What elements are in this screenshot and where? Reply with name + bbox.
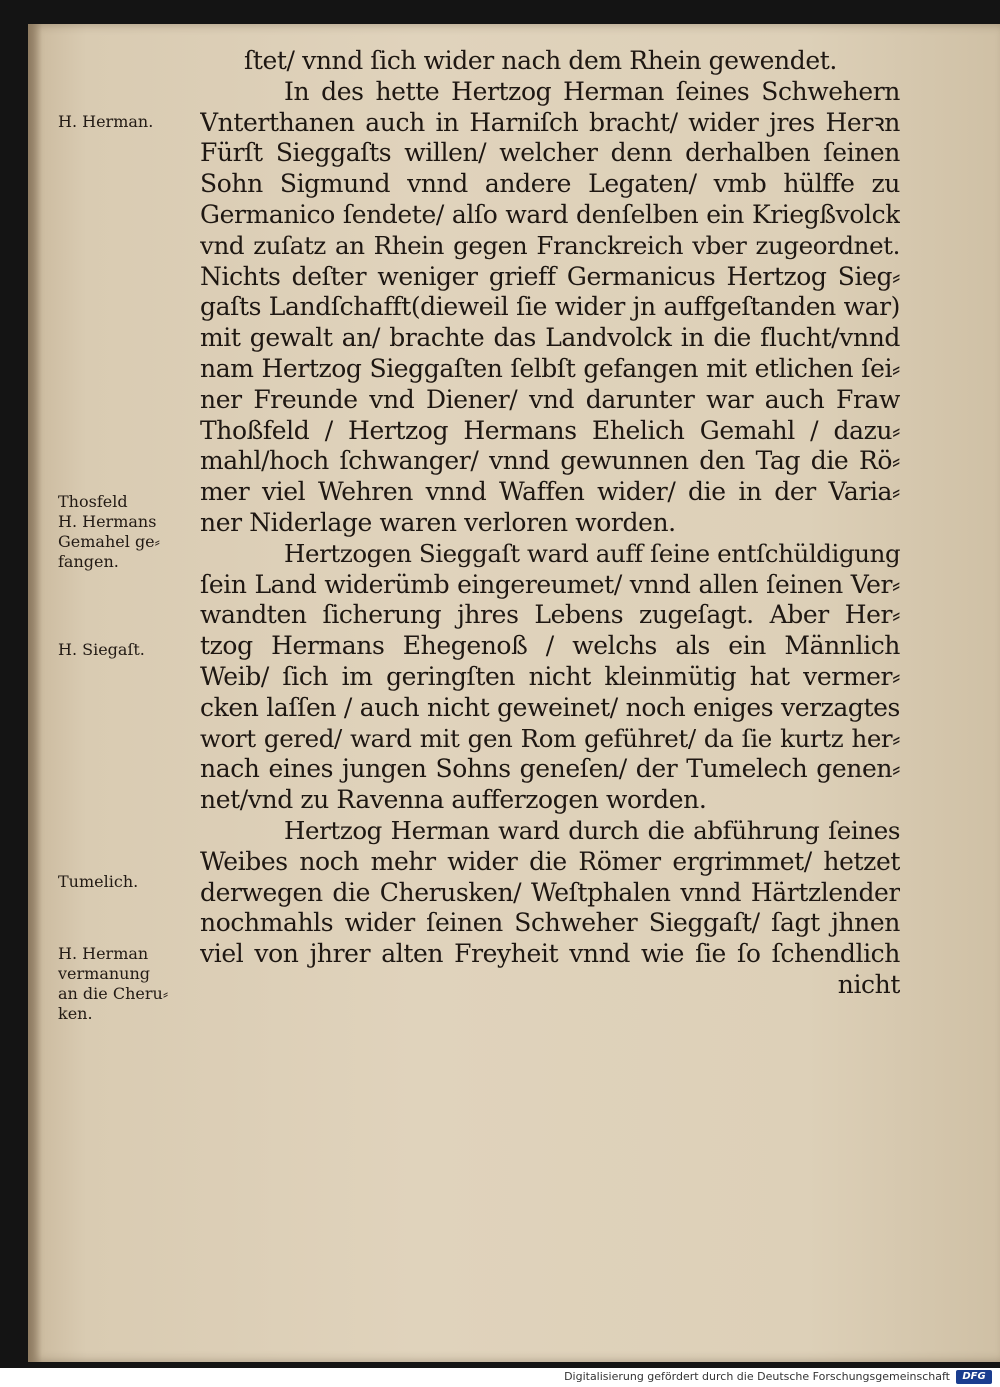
margin-note-line: ken. — [58, 1004, 93, 1023]
text-line: Nichts deſter weniger grieff Germanicus Hertzog Sieg⸗ — [200, 261, 900, 291]
text-line: Fürſt Sieggaſts willen/ welcher denn derhalben ſeinen — [200, 138, 900, 168]
text-line: Hertzog Herman ward durch die abführung ſeines — [284, 815, 900, 845]
text-line: viel von jhrer alten Freyheit vnnd wie ſie ſo ſchendlich — [200, 939, 900, 969]
text-line: mahl/hoch ſchwanger/ vnnd gewunnen den Tag die Rö⸗ — [200, 446, 900, 476]
text-line: ner Niderlage waren verloren worden. — [200, 507, 676, 537]
margin-note-line: Tumelich. — [58, 872, 139, 891]
margin-note-line: an die Cheru⸗ — [58, 984, 169, 1003]
text-line: cken laſſen / auch nicht geweinet/ noch eniges verzagtes — [200, 692, 900, 722]
margin-note-line: H. Herman — [58, 944, 149, 963]
text-line: ſtet/ vnnd ſich wider nach dem Rhein gewendet. — [244, 46, 837, 75]
margin-note-line: H. Hermans — [58, 512, 157, 531]
text-line: nochmahls wider ſeinen Schweher Sieggaſt/ ſagt jhnen — [200, 908, 900, 938]
text-line: tzog Hermans Ehegenoß / welchs als ein Männlich — [200, 631, 900, 661]
text-line: mit gewalt an/ brachte das Landvolck in die flucht/vnnd — [200, 323, 900, 353]
text-line: ſein Land widerümb eingereumet/ vnnd allen ſeinen Ver⸗ — [200, 569, 900, 599]
margin-note-siegast — [58, 640, 198, 660]
margin-note-line: fangen. — [58, 552, 119, 571]
margin-note-line: Gemahel ge⸗ — [58, 532, 160, 551]
margin-note-herman — [58, 112, 198, 132]
footer-bar — [0, 1368, 1000, 1387]
margin-note-vermanung — [58, 944, 198, 1024]
text-line: wort gered/ ward mit gen Rom geführet/ da ſie kurtz her⸗ — [200, 723, 900, 753]
text-line: Weib/ ſich im geringſten nicht kleinmütig hat vermer⸗ — [200, 661, 900, 691]
text-line: vnd zuſatz an Rhein gegen Franckreich vber zugeordnet. — [200, 230, 900, 260]
footer-credit: Digitalisierung gefördert durch die Deutsche Forschungsgemeinschaft — [564, 1370, 950, 1383]
text-line: Sohn Sigmund vnnd andere Legaten/ vmb hülffe zu — [200, 169, 900, 199]
text-line: ner Freunde vnd Diener/ vnd darunter war auch Fraw — [200, 384, 900, 414]
catchword: nicht — [837, 969, 900, 999]
text-line: wandten ſicherung jhres Lebens zugeſagt. Aber Her⸗ — [200, 600, 900, 630]
margin-note-line: H. Siegaſt. — [58, 640, 145, 659]
page-gutter-shadow — [28, 24, 42, 1362]
margin-note-line: Thosfeld — [58, 492, 128, 511]
text-line: In des hette Hertzog Herman ſeines Schwehern — [284, 76, 900, 106]
text-line: Hertzogen Sieggaſt ward auff ſeine entſchüldigung — [284, 538, 900, 568]
text-line: mer viel Wehren vnnd Waffen wider/ die in der Varia⸗ — [200, 477, 900, 507]
margin-note-thosfeld — [58, 492, 198, 572]
text-line: Germanico ſendete/ alſo ward denſelben ein Kriegßvolck — [200, 199, 900, 229]
text-line: Thoßfeld / Hertzog Hermans Ehelich Gemahl / dazu⸗ — [200, 415, 900, 445]
text-line: derwegen die Cherusken/ Weſtphalen vnnd Härtzlender — [200, 877, 900, 907]
margin-note-line: H. Herman. — [58, 112, 154, 131]
text-line: Weibes noch mehr wider die Römer ergrimmet/ hetzet — [200, 846, 900, 876]
dfg-logo: DFG — [956, 1370, 992, 1384]
text-line: nach eines jungen Sohns geneſen/ der Tumelech genen⸗ — [200, 754, 900, 784]
margin-note-tumelich — [58, 872, 198, 892]
margin-note-line: vermanung — [58, 964, 151, 983]
text-line: Vnterthanen auch in Harniſch bracht/ wider jres Herꝛn — [200, 107, 900, 137]
text-line: nam Hertzog Sieggaſten ſelbſt gefangen mit etlichen ſei⸗ — [200, 353, 900, 383]
text-line: gaſts Landſchafft(dieweil ſie wider jn auffgeſtanden war) — [200, 292, 900, 322]
main-text-block — [200, 46, 900, 1001]
text-line: net/vnd zu Ravenna aufferzogen worden. — [200, 785, 707, 815]
